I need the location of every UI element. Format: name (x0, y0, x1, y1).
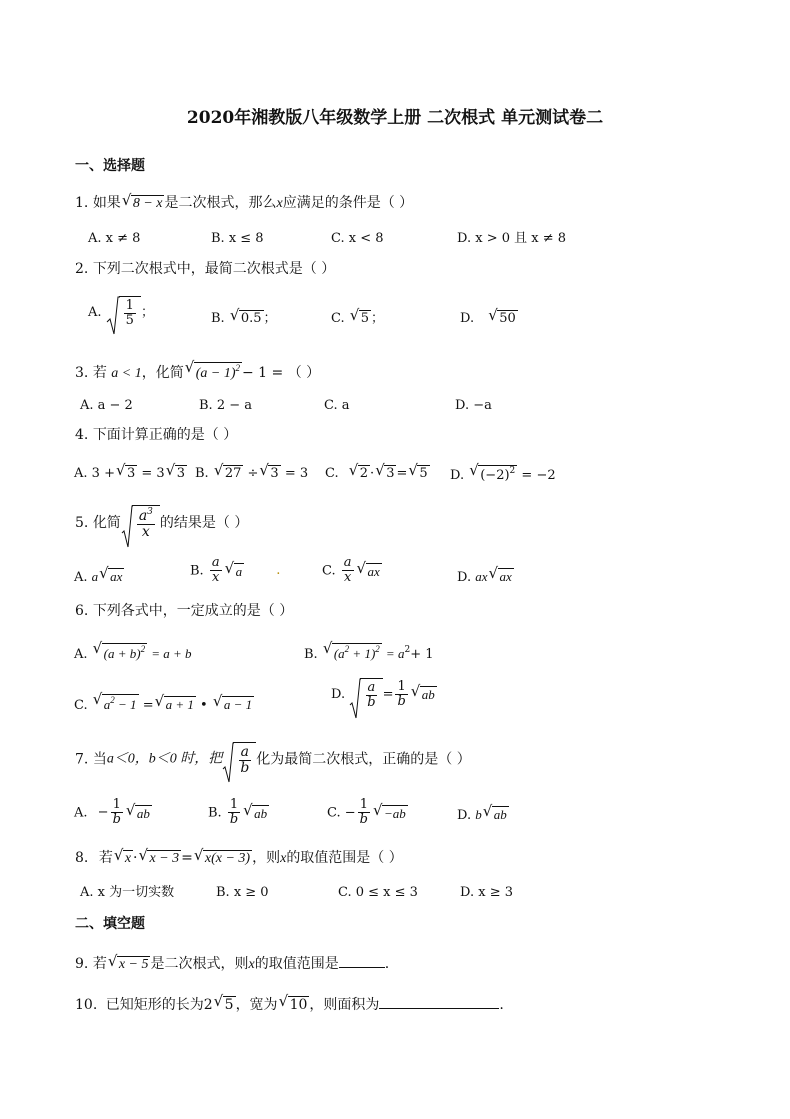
punctuation: . (499, 997, 504, 1013)
math-text: = (382, 686, 394, 702)
question-9 (75, 952, 390, 972)
question-5 (75, 505, 248, 541)
option-a (74, 564, 124, 585)
option-a: A. a − 2 (80, 398, 133, 413)
option-label: A. (88, 304, 102, 320)
option-b: B. 2 − a (199, 398, 252, 413)
option-label: A. (74, 466, 88, 481)
sqrt-expression: √ x (113, 846, 132, 866)
question-text: ，化简 (141, 365, 184, 381)
option-c: C. $\frac{a}{x}$ √ ax (322, 555, 380, 586)
sqrt-expression: √ ab (482, 802, 507, 822)
math-text: = (396, 466, 408, 481)
sqrt-expression: $\frac{a}{b}$ (349, 678, 382, 711)
radical-sign-icon (349, 678, 361, 720)
math-text: = 3 (141, 466, 165, 481)
question-text: 化为最简二次根式，正确的是（ ） (256, 751, 471, 768)
sqrt-expression: √ $(-2)^2$ (469, 461, 516, 483)
option-a (74, 639, 192, 662)
sqrt-expression: √ 5 (408, 461, 428, 481)
variable: x (248, 957, 255, 972)
question-text: 的取值范围是 (254, 956, 339, 972)
question-3 (75, 358, 321, 381)
question-2 (75, 262, 335, 276)
question-text: 若 (98, 850, 113, 866)
option-d: D. −a (455, 398, 492, 413)
sqrt-expression: √ a (224, 558, 243, 579)
math-text: b (475, 807, 482, 822)
option-b: B. x ≥ 0 (216, 885, 269, 900)
question-10 (75, 992, 504, 1013)
sqrt-expression: √ ab (243, 800, 268, 821)
question-number: 8. (75, 850, 89, 866)
variable: x (276, 196, 283, 211)
radical-sign-icon (106, 296, 120, 336)
math-text: = a (385, 646, 405, 661)
option-label: B. (195, 466, 209, 481)
punctuation: ； (263, 311, 277, 326)
option-label: B. (190, 563, 204, 579)
page-title: 2020年湘教版八年级数学上册 二次根式 单元测试卷二 (186, 108, 604, 128)
option-d: D. x > 0 且 x ≠ 8 (457, 231, 567, 246)
option-c (325, 461, 430, 481)
question-text: ，则 (252, 850, 281, 866)
sqrt-expression: √ ax (356, 558, 380, 579)
question-1 (75, 191, 414, 211)
sqrt-expression: √ 3 (259, 461, 279, 481)
question-text: 当 (92, 751, 107, 768)
math-text: ÷ (247, 466, 259, 481)
question-8 (75, 846, 403, 866)
math-text: + 1 (410, 647, 434, 662)
math-text: · (133, 850, 138, 866)
question-number: 6. (75, 603, 89, 619)
sqrt-expression: √ 2 (348, 461, 369, 481)
option-d: D. $\frac{a}{b}$ = $\frac{1}{b}$ √ ab (331, 678, 437, 711)
sqrt-expression: $\frac{a^3}{x}$ (121, 505, 160, 541)
option-label: D. (460, 311, 475, 326)
math-text: = a + b (151, 646, 192, 661)
question-text: − 1 = （ ） (242, 365, 321, 381)
option-b (211, 306, 277, 326)
question-number: 2. (75, 261, 89, 277)
option-label: D. (457, 570, 472, 585)
sqrt-expression: √ $a^2 - 1$ (92, 690, 137, 712)
option-label: D. (331, 686, 346, 702)
sqrt-expression: √ 50 (488, 306, 516, 326)
section-heading-fill: 二、填空题 (75, 916, 145, 932)
option-label: C. (322, 563, 336, 579)
question-number: 1. (75, 195, 89, 211)
sqrt-expression: √ ax (488, 564, 512, 584)
question-text: ，则面积为 (309, 997, 380, 1013)
math-text: − (97, 805, 109, 821)
sqrt-expression: √ $(a + b)^2$ (92, 639, 146, 661)
condition: a＜0，b＜0 时，把 (106, 751, 223, 767)
sqrt-expression: √ 3 (115, 461, 136, 481)
math-text: = 3 (284, 466, 309, 481)
option-label: D. (450, 468, 465, 483)
question-text: 下列各式中，一定成立的是（ ） (92, 603, 294, 619)
math-text: ax (475, 569, 488, 584)
option-label: C. (331, 311, 345, 326)
question-text: 化简 (92, 514, 121, 531)
sqrt-expression: √ 5 (213, 992, 234, 1013)
sqrt-expression: √ 10 (278, 992, 308, 1013)
option-b (304, 639, 434, 662)
question-number: 9. (75, 956, 89, 972)
option-b: B. $\frac{a}{x}$ √ a . (190, 555, 281, 586)
math-text: 2 (203, 997, 213, 1013)
question-number: 5. (75, 514, 89, 531)
sqrt-expression: √ a − 1 (212, 692, 253, 712)
option-a (88, 296, 154, 329)
section-heading-choice: 一、选择题 (75, 158, 145, 174)
option-label: B. (208, 805, 222, 821)
question-text: 若 (92, 365, 107, 381)
sqrt-expression: √ 5 (349, 306, 370, 326)
sqrt-expression: √ 8 − x (121, 191, 163, 211)
punctuation: ； (371, 311, 385, 326)
question-text: ，宽为 (235, 997, 278, 1013)
condition: a < 1 (111, 366, 142, 381)
math-text: • (200, 698, 208, 713)
variable: x (280, 851, 287, 866)
sqrt-expression: √ ab (125, 800, 150, 821)
option-a: A. − $\frac{1}{b}$ √ ab (74, 797, 150, 828)
radical-sign-icon (222, 742, 234, 784)
question-text: 的取值范围是（ ） (286, 850, 403, 866)
option-c (331, 306, 385, 326)
option-label: B. (211, 311, 225, 326)
sqrt-expression: $\frac{a}{b}$ (222, 742, 256, 777)
option-c: C. a (324, 398, 350, 413)
option-label: B. (304, 647, 318, 662)
sqrt-expression: √ 3 (165, 461, 185, 481)
question-text: 的结果是（ ） (159, 514, 249, 531)
option-label: A. (74, 805, 88, 821)
sqrt-expression: √ ab (410, 682, 435, 703)
stray-dot: . (276, 563, 281, 579)
math-text: = (181, 850, 193, 866)
sqrt-expression: √ x − 5 (107, 952, 149, 972)
option-label: D. (457, 808, 472, 823)
question-text: 是二次根式，则 (150, 956, 249, 972)
math-text: − (344, 805, 356, 821)
exponent: 2 (404, 645, 411, 655)
option-b (195, 461, 309, 481)
question-text: 如果 (92, 195, 121, 211)
math-text: = (142, 698, 154, 713)
punctuation: ； (140, 304, 154, 320)
option-c: C. x < 8 (331, 231, 384, 246)
radical-sign-icon (121, 505, 133, 549)
sqrt-expression: √ $(a^2 + 1)^2$ (322, 639, 380, 661)
answer-blank[interactable] (379, 1008, 499, 1009)
math-text: 3 + (91, 466, 115, 481)
sqrt-expression: √ ax (99, 564, 123, 584)
sqrt-expression: √ 3 (375, 461, 395, 481)
sqrt-expression: √ 0.5 (229, 306, 262, 326)
math-text: · (370, 466, 375, 481)
option-a: A. x 为一切实数 (80, 885, 175, 900)
question-text: 若 (92, 956, 107, 972)
option-d (460, 306, 518, 326)
question-4 (75, 428, 237, 442)
question-text: 是二次根式，那么 (164, 195, 277, 211)
answer-blank[interactable] (339, 967, 385, 968)
option-d (457, 802, 509, 823)
sqrt-expression: √ a + 1 (154, 692, 194, 712)
option-label: A. (74, 647, 88, 662)
question-number: 4. (75, 427, 89, 443)
option-a: A. x ≠ 8 (88, 231, 141, 246)
sqrt-expression: √ 27 (213, 461, 242, 481)
question-number: 3. (75, 365, 89, 381)
option-label: A. (74, 570, 88, 585)
option-label: C. (327, 805, 341, 821)
sqrt-expression: √ x − 3 (138, 846, 180, 866)
question-text: 下面计算正确的是（ ） (92, 427, 238, 443)
question-number: 7. (75, 751, 89, 768)
punctuation: . (384, 956, 390, 972)
question-text: 应满足的条件是（ ） (282, 195, 414, 211)
math-text: = −2 (521, 468, 556, 483)
question-6 (75, 604, 293, 618)
option-b: B. $\frac{1}{b}$ √ ab (208, 797, 268, 828)
option-d (457, 564, 514, 585)
sqrt-expression: √ $(a - 1)^2$ (184, 358, 240, 381)
option-d: D. x ≥ 3 (460, 885, 513, 900)
option-c: C. 0 ≤ x ≤ 3 (338, 885, 418, 900)
option-label: C. (74, 698, 88, 713)
sqrt-expression: √ x(x − 3) (193, 846, 251, 866)
sqrt-expression: $\frac{1}{5}$ (106, 296, 141, 329)
option-a (74, 461, 187, 481)
option-label: C. (325, 466, 339, 481)
option-c: C. − $\frac{1}{b}$ √ −ab (327, 797, 406, 828)
math-text: a (91, 569, 99, 584)
question-7 (75, 742, 471, 777)
question-text: 下列二次根式中，最简二次根式是（ ） (92, 261, 336, 277)
option-c (74, 690, 254, 713)
question-text: 已知矩形的长为 (105, 997, 204, 1013)
sqrt-expression: √ −ab (373, 800, 406, 821)
question-number: 10. (75, 997, 98, 1013)
option-b: B. x ≤ 8 (211, 231, 264, 246)
option-d (450, 461, 556, 483)
